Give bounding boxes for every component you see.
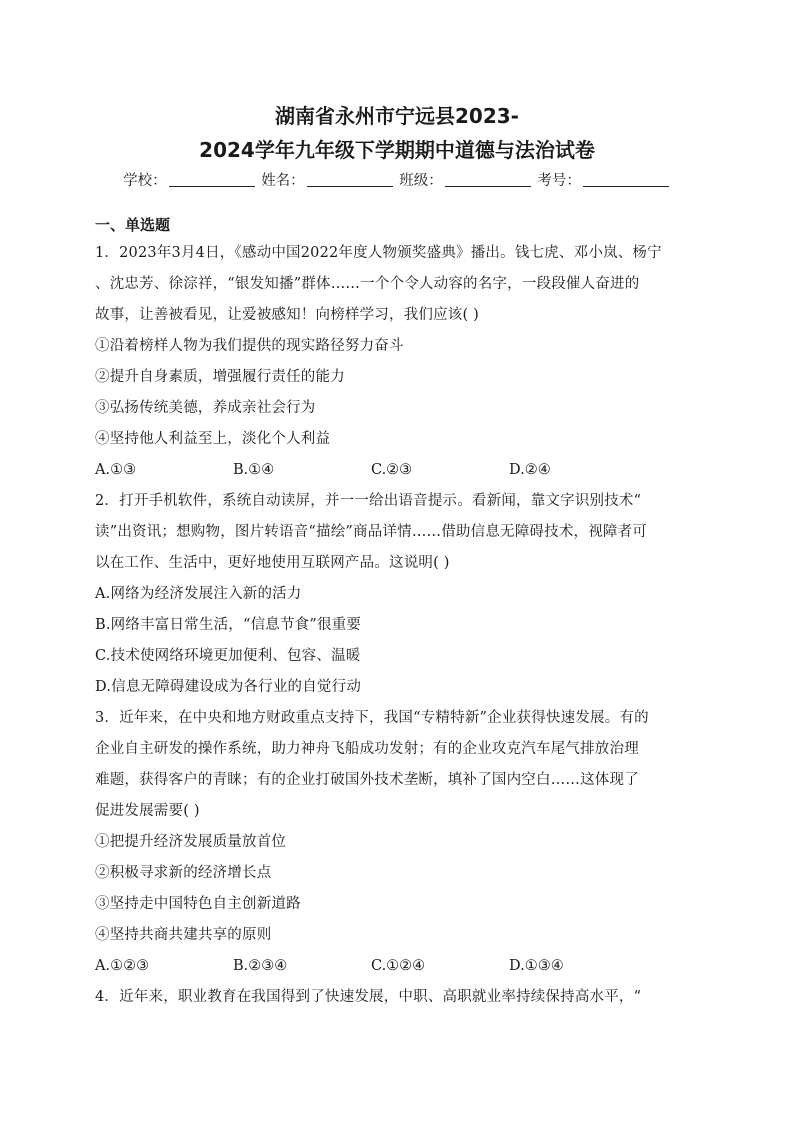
exam-no-label: 考号： <box>537 173 581 189</box>
student-info-row <box>0 170 794 192</box>
name-label: 姓名： <box>261 173 305 189</box>
q1-options <box>95 455 700 486</box>
q3-option-c[interactable]: C.①②④ <box>371 958 426 974</box>
q1-item: ③弘扬传统美德，养成亲社会行为 <box>95 400 316 416</box>
q3-option-d[interactable]: D.①③④ <box>509 958 564 974</box>
q2-option-b[interactable]: B.网络丰富日常生活，“信息节食”很重要 <box>95 617 362 633</box>
q1-item: ②提升自身素质，增强履行责任的能力 <box>95 369 345 385</box>
q1-item: ④坚持他人利益至上，淡化个人利益 <box>95 431 331 447</box>
q2-option-d[interactable]: D.信息无障碍建设成为各行业的自觉行动 <box>95 679 362 695</box>
q1-stem-line: 1．2023年3月4日，《感动中国2022年度人物颁奖盛典》播出。钱七虎、邓小岚、杨宁 <box>95 245 662 261</box>
q1-option-d[interactable]: D.②④ <box>509 462 551 478</box>
class-blank[interactable] <box>445 172 531 187</box>
q3-item: ④坚持共商共建共享的原则 <box>95 927 272 943</box>
q4-stem-line: 4．近年来，职业教育在我国得到了快速发展，中职、高职就业率持续保持高水平，“ <box>95 989 642 1005</box>
q3-option-b[interactable]: B.②③④ <box>233 958 288 974</box>
exam-content <box>95 212 700 1013</box>
q2-stem-line: 以在工作、生活中，更好地使用互联网产品。这说明( ) <box>95 555 450 571</box>
school-label: 学校： <box>123 173 167 189</box>
q1-item: ①沿着榜样人物为我们提供的现实路径努力奋斗 <box>95 338 404 354</box>
q3-item: ①把提升经济发展质量放首位 <box>95 834 287 850</box>
class-label: 班级： <box>399 173 443 189</box>
exam-title-line2: 2024学年九年级下学期期中道德与法治试卷 <box>199 138 595 162</box>
q3-item: ③坚持走中国特色自主创新道路 <box>95 896 301 912</box>
q3-stem-line: 促进发展需要( ) <box>95 803 200 819</box>
q1-stem-line: 故事，让善被看见，让爱被感知！向榜样学习，我们应该( ) <box>95 307 480 323</box>
q3-options <box>95 951 700 982</box>
q2-stem-line: 2．打开手机软件，系统自动读屏，并一一给出语音提示。看新闻，靠文字识别技术“ <box>95 493 642 509</box>
q2-option-c[interactable]: C.技术使网络环境更加便利、包容、温暖 <box>95 648 361 664</box>
exam-title-line1: 湖南省永州市宁远县2023- <box>275 104 519 128</box>
q2-stem-line: 读”出资讯；想购物，图片转语音“描绘”商品详情……借助信息无障碍技术，视障者可 <box>95 524 648 540</box>
q3-stem-line: 难题，获得客户的青睐；有的企业打破国外技术垄断，填补了国内空白……这体现了 <box>95 772 639 788</box>
q1-option-a[interactable]: A.①③ <box>95 462 137 478</box>
q2-option-a[interactable]: A.网络为经济发展注入新的活力 <box>95 586 302 602</box>
exam-no-blank[interactable] <box>583 172 669 187</box>
q1-option-c[interactable]: C.②③ <box>371 462 413 478</box>
name-blank[interactable] <box>307 172 393 187</box>
q3-stem-line: 3．近年来，在中央和地方财政重点支持下，我国“专精特新”企业获得快速发展。有的 <box>95 710 649 726</box>
q3-stem-line: 企业自主研发的操作系统，助力神舟飞船成功发射；有的企业攻克汽车尾气排放治理 <box>95 741 639 757</box>
school-blank[interactable] <box>169 172 255 187</box>
section-heading: 一、单选题 <box>95 216 171 234</box>
q1-option-b[interactable]: B.①④ <box>233 462 275 478</box>
q3-item: ②积极寻求新的经济增长点 <box>95 865 272 881</box>
q3-option-a[interactable]: A.①②③ <box>95 958 150 974</box>
q1-stem-line: 、沈忠芳、徐淙祥，“银发知播”群体……一个个令人动容的名字，一段段催人奋进的 <box>95 276 640 292</box>
